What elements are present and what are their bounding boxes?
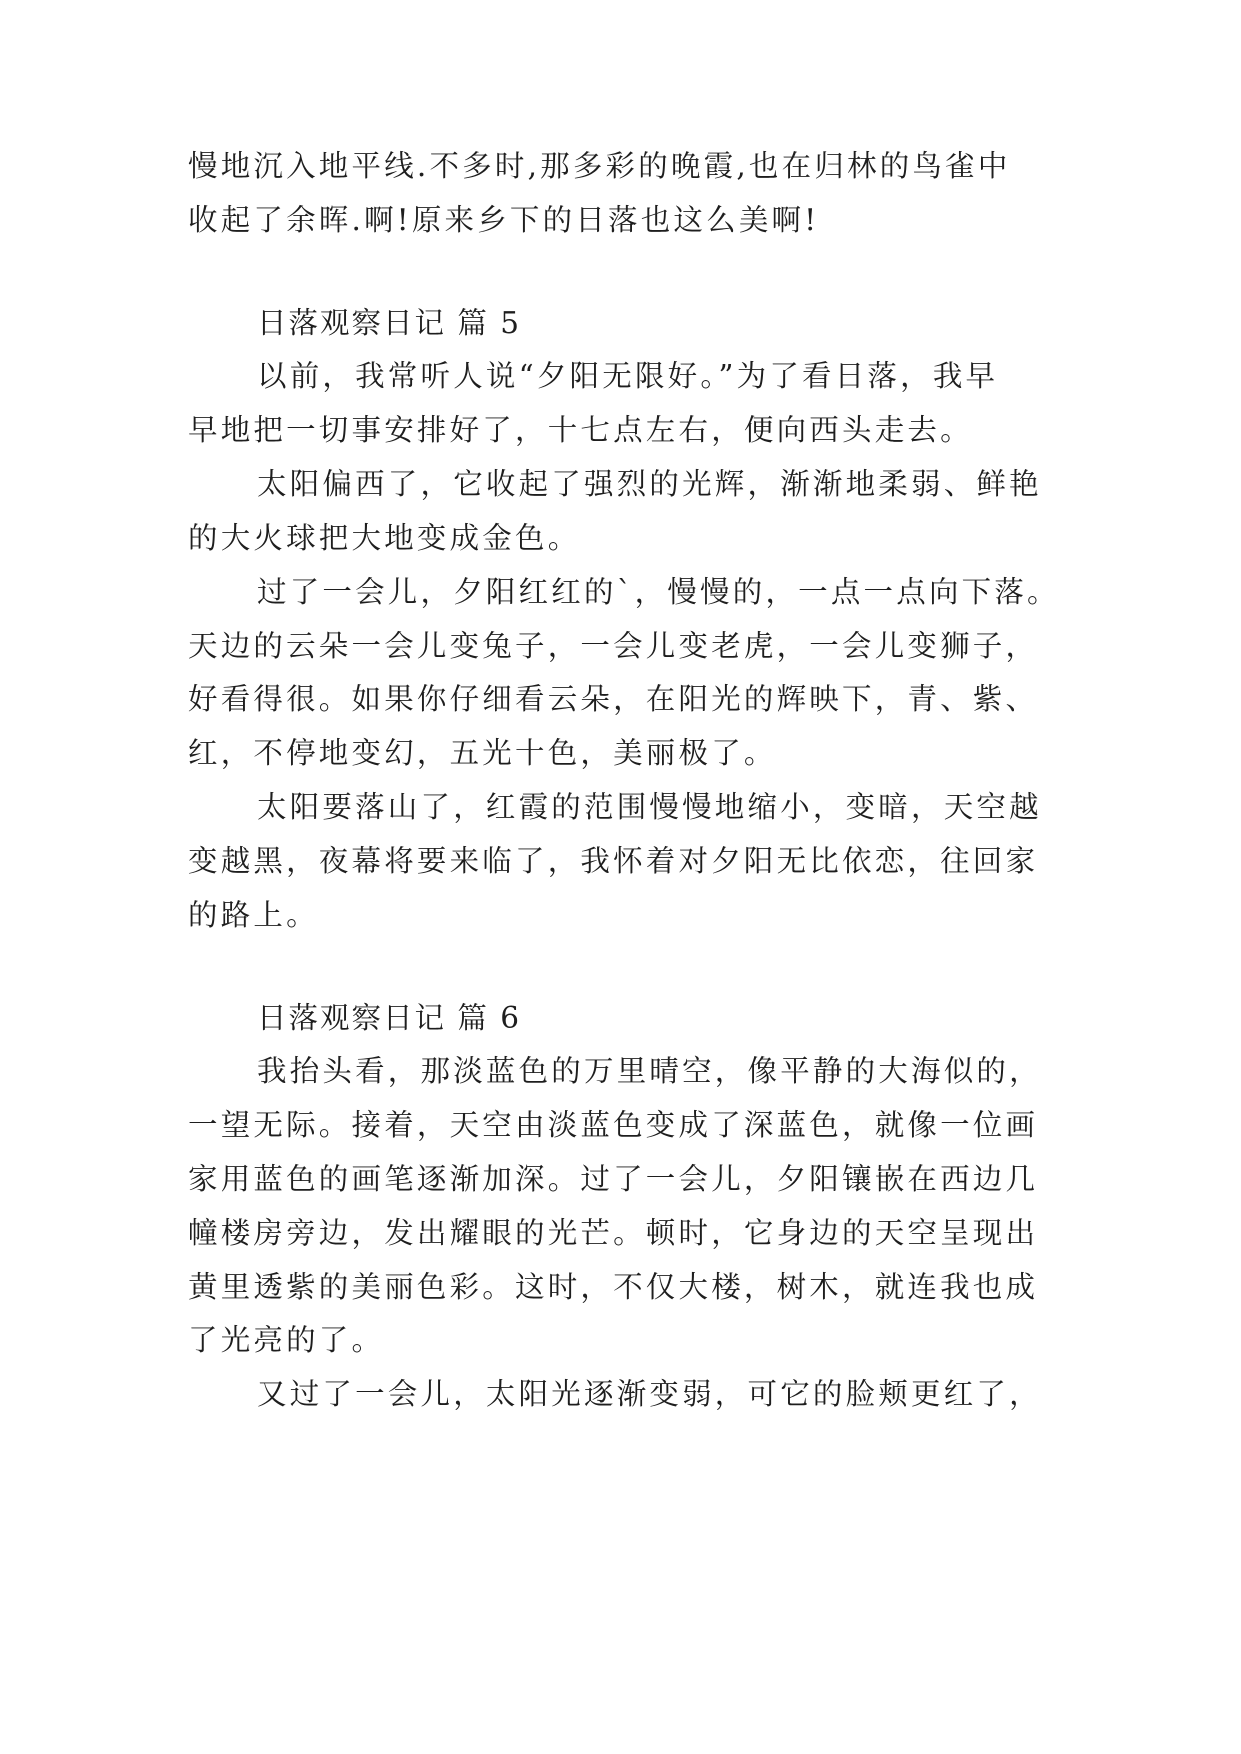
paragraph-line: 过了一会儿，夕阳红红的`，慢慢的，一点一点向下落。	[257, 575, 1060, 609]
paragraph-line: 的路上。	[188, 898, 319, 932]
paragraph-line: 的大火球把大地变成金色。	[188, 521, 581, 555]
paragraph-line: 家用蓝色的画笔逐渐加深。过了一会儿，夕阳镶嵌在西边几	[188, 1162, 1039, 1196]
section-6-heading: 日落观察日记 篇 6	[257, 1001, 522, 1035]
paragraph-line: 慢地沉入地平线.不多时,那多彩的晚霞,也在归林的鸟雀中	[188, 149, 1011, 183]
paragraph-line: 了光亮的了。	[188, 1323, 385, 1357]
paragraph-line: 好看得很。如果你仔细看云朵，在阳光的辉映下，青、紫、	[188, 682, 1039, 716]
paragraph-line: 幢楼房旁边，发出耀眼的光芒。顿时，它身边的天空呈现出	[188, 1216, 1039, 1250]
paragraph-line: 太阳偏西了，它收起了强烈的光辉，渐渐地柔弱、鲜艳	[257, 467, 1042, 501]
paragraph-line: 又过了一会儿，太阳光逐渐变弱，可它的脸颊更红了，	[257, 1377, 1042, 1411]
paragraph-line: 收起了余晖.啊!原来乡下的日落也这么美啊!	[188, 203, 820, 237]
paragraph-line: 红，不停地变幻，五光十色，美丽极了。	[188, 736, 777, 770]
section-5-heading: 日落观察日记 篇 5	[257, 306, 522, 340]
paragraph-line: 我抬头看，那淡蓝色的万里晴空，像平静的大海似的，	[257, 1054, 1042, 1088]
paragraph-line: 黄里透紫的美丽色彩。这时，不仅大楼，树木，就连我也成	[188, 1270, 1039, 1304]
paragraph-line: 太阳要落山了，红霞的范围慢慢地缩小，变暗，天空越	[257, 790, 1042, 824]
paragraph-line: 以前，我常听人说“夕阳无限好。”为了看日落，我早	[257, 359, 999, 393]
paragraph-line: 变越黑，夜幕将要来临了，我怀着对夕阳无比依恋，往回家	[188, 844, 1039, 878]
paragraph-line: 天边的云朵一会儿变兔子，一会儿变老虎，一会儿变狮子，	[188, 629, 1039, 663]
paragraph-line: 早地把一切事安排好了，十七点左右，便向西头走去。	[188, 413, 973, 447]
paragraph-line: 一望无际。接着，天空由淡蓝色变成了深蓝色，就像一位画	[188, 1108, 1039, 1142]
